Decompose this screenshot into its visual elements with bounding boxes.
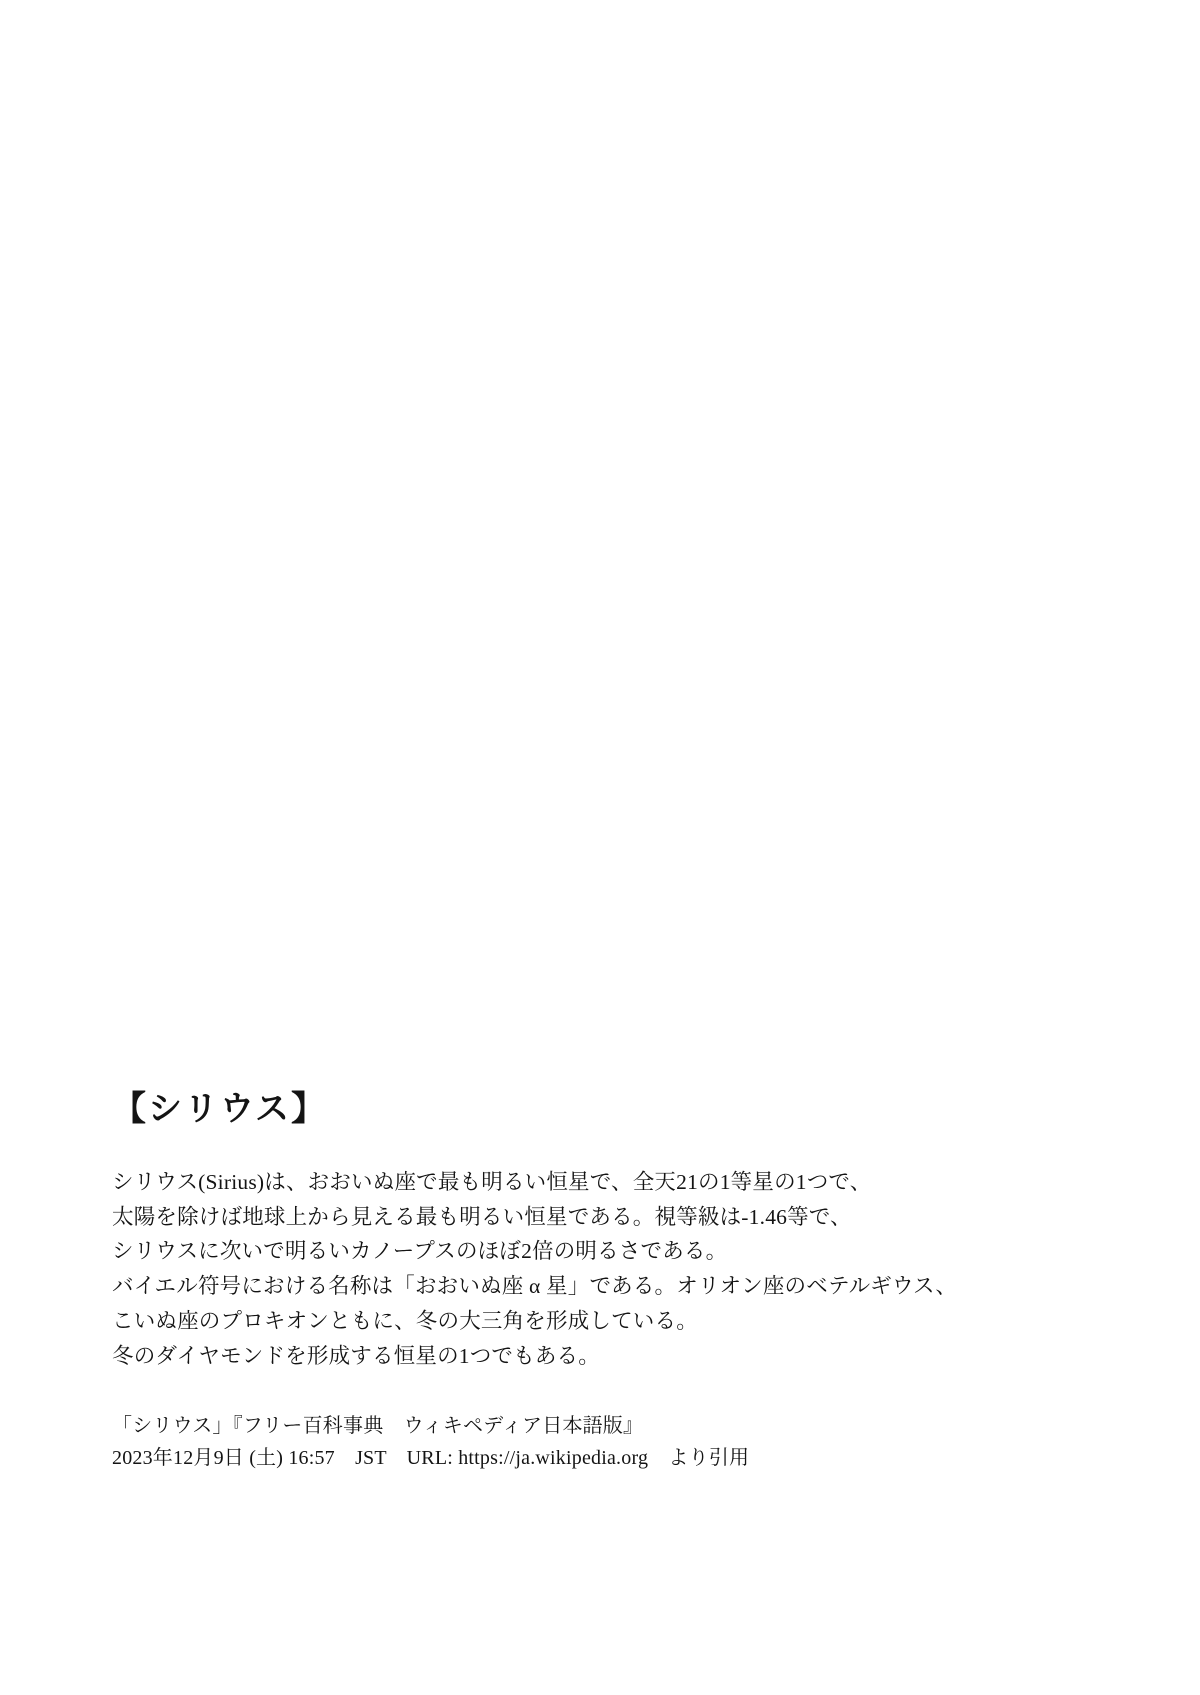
page-title: 【シリウス】 bbox=[112, 1091, 327, 1128]
body-line: 太陽を除けば地球上から見える最も明るい恒星である。視等級は-1.46等で、 bbox=[112, 1204, 852, 1229]
source-line: 2023年12月9日 (土) 16:57 JST URL: https://ja.wikipedia.org より引用 bbox=[112, 1446, 750, 1469]
body-line: バイエル符号における名称は「おおいぬ座 α 星」である。オリオン座のベテルギウス、 bbox=[112, 1274, 958, 1299]
article-content bbox=[112, 1090, 1112, 1474]
source-line: 「シリウス」『フリー百科事典 ウィキペディア日本語版』 bbox=[112, 1414, 644, 1437]
body-line: シリウスに次いで明るいカノープスのほぼ2倍の明るさである。 bbox=[112, 1239, 728, 1264]
body-line: シリウス(Sirius)は、おおいぬ座で最も明るい恒星で、全天21の1等星の1つで、 bbox=[112, 1169, 872, 1194]
article-body bbox=[112, 1165, 1112, 1374]
body-line: こいぬ座のプロキオンともに、冬の大三角を形成している。 bbox=[112, 1309, 698, 1334]
source-citation bbox=[112, 1410, 1112, 1474]
body-line: 冬のダイヤモンドを形成する恒星の1つでもある。 bbox=[112, 1343, 600, 1368]
